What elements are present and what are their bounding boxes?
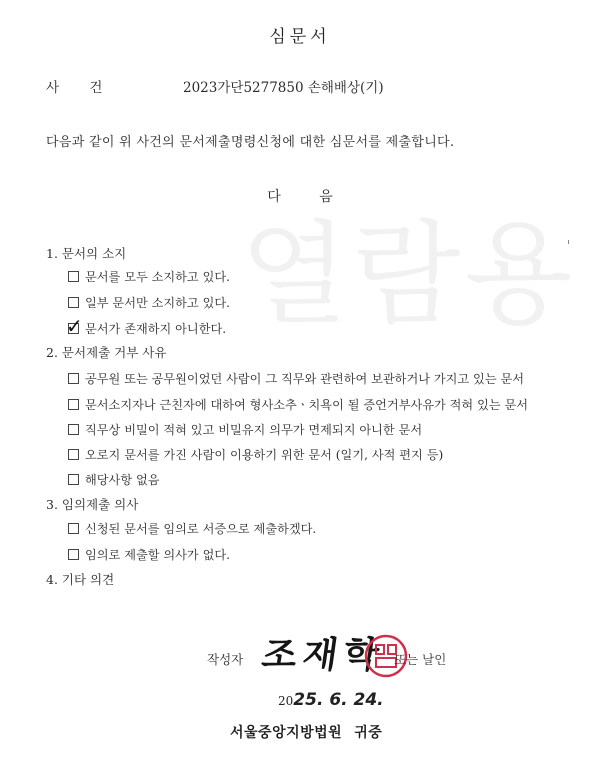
- checkbox-checked[interactable]: [66, 314, 83, 338]
- checkbox[interactable]: [68, 449, 79, 460]
- checkbox[interactable]: [68, 399, 79, 410]
- court-name: 서울중앙지방법원: [230, 725, 343, 741]
- checklist-item[interactable]: [68, 370, 524, 387]
- sub-title: 다 음: [267, 189, 333, 205]
- item-label: 일부 문서만 소지하고 있다.: [85, 296, 231, 310]
- date-handwritten: 25. 6. 24.: [293, 690, 384, 710]
- case-label: 사 건: [46, 80, 103, 96]
- item-label: 문서소지자나 근친자에 대하여 형사소추ㆍ치욕이 될 증언거부사유가 적혀 있는 문서: [85, 398, 529, 412]
- checklist-item[interactable]: [68, 446, 443, 463]
- item-label: 직무상 비밀이 적혀 있고 비밀유지 의무가 면제되지 아니한 문서: [85, 423, 423, 437]
- checklist-item[interactable]: [68, 268, 230, 285]
- checkbox[interactable]: [68, 271, 79, 282]
- check-mark-icon: ✓: [66, 314, 83, 338]
- case-number: 2023가단5277850 손해배상(기): [183, 80, 384, 96]
- item-label: 오로지 문서를 가진 사람이 이용하기 위한 문서 (일기, 사적 편지 등): [85, 448, 444, 462]
- section-heading: 4. 기타 의견: [46, 572, 115, 587]
- section-heading: 3. 임의제출 의사: [46, 497, 139, 512]
- checklist-item[interactable]: [68, 294, 230, 311]
- checkbox[interactable]: [68, 297, 79, 308]
- watermark: 열람용: [240, 210, 577, 340]
- checkbox[interactable]: [68, 424, 79, 435]
- section-heading: 1. 문서의 소지: [46, 246, 127, 261]
- margin-mark: [568, 240, 569, 244]
- checklist-item[interactable]: [66, 314, 227, 338]
- item-label: 임의로 제출할 의사가 없다.: [85, 548, 231, 562]
- intro-paragraph: 다음과 같이 위 사건의 문서제출명령신청에 대한 심문서를 제출합니다.: [46, 135, 455, 150]
- item-label: 문서가 존재하지 아니한다.: [85, 322, 227, 336]
- checklist-item[interactable]: [68, 520, 316, 537]
- checklist-item[interactable]: [68, 546, 230, 563]
- item-label: 문서를 모두 소지하고 있다.: [85, 270, 231, 284]
- checkbox[interactable]: [68, 474, 79, 485]
- item-label: 공무원 또는 공무원이었던 사람이 그 직무와 관련하여 보관하거나 가지고 있는 문서: [85, 372, 525, 386]
- document-title: 심문서: [269, 27, 331, 47]
- submission-date: [278, 690, 384, 710]
- item-label: 신청된 문서를 임의로 서증으로 제출하겠다.: [85, 522, 317, 536]
- checklist-item[interactable]: [68, 471, 160, 488]
- court-addressee: [230, 722, 382, 742]
- section-heading: 2. 문서제출 거부 사유: [46, 345, 167, 360]
- checkbox[interactable]: [68, 373, 79, 384]
- seal-note: 또는 날인: [394, 652, 447, 667]
- handwritten-signature: 조재학: [259, 635, 388, 676]
- checklist-item[interactable]: [68, 396, 528, 413]
- checkbox[interactable]: [68, 549, 79, 560]
- checkbox[interactable]: [68, 523, 79, 534]
- date-prefix: 20: [278, 694, 294, 708]
- signature-row: [0, 632, 600, 692]
- item-label: 해당사항 없음: [85, 473, 160, 487]
- author-label: 작성자: [207, 652, 244, 667]
- checklist-item[interactable]: [68, 421, 422, 438]
- court-recipient: 귀중: [354, 725, 383, 741]
